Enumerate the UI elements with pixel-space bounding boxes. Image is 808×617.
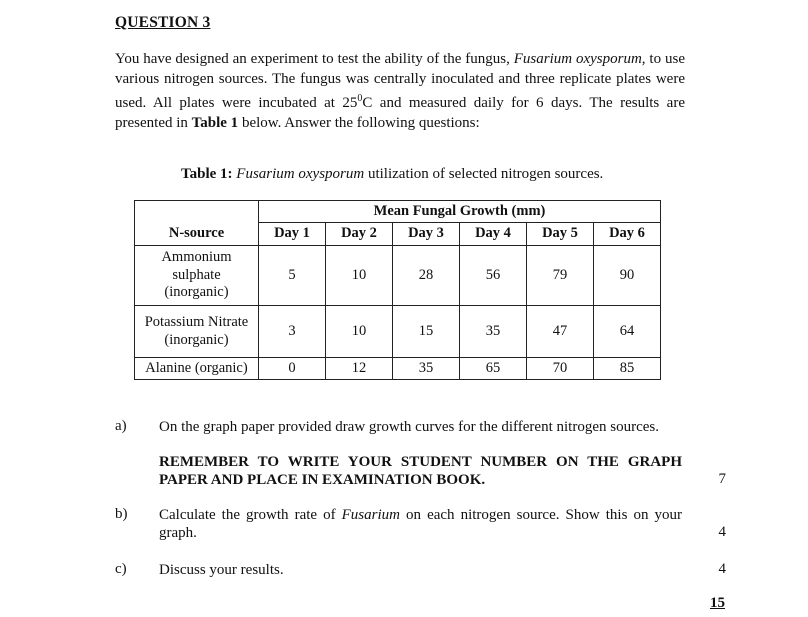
value-cell: 28 [393, 246, 460, 306]
table-corner-cell [135, 201, 259, 223]
value-cell: 10 [326, 246, 393, 306]
part-a-text: On the graph paper provided draw growth curves for the different nitrogen sources. [159, 419, 659, 435]
source-line: Alanine (organic) [145, 359, 248, 376]
source-line: Potassium Nitrate [144, 314, 249, 330]
part-a-reminder: REMEMBER TO WRITE YOUR STUDENT NUMBER ON THE GRAPH PAPER AND PLACE IN EXAMINATION BOOK. [159, 454, 682, 488]
value-cell: 64 [594, 306, 661, 358]
value-cell: 65 [460, 358, 527, 380]
intro-part2: to use various nitrogen sources. The fungus was centrally inoculated and three replicate plates were used. All plates were incubated at 25 [115, 51, 685, 112]
value-cell: 12 [326, 358, 393, 380]
part-b-text2: on each nitrogen source. Show this on your graph. [159, 507, 683, 541]
total-marks: 15 [710, 595, 725, 611]
part-b-marks: 4 [718, 524, 726, 540]
caption-label: Table 1: [181, 166, 233, 182]
table-row [135, 358, 661, 380]
part-c-marks: 4 [718, 561, 726, 577]
caption-organism: Fusarium oxysporum [236, 166, 365, 182]
source-cell [135, 358, 259, 380]
source-cell [135, 246, 259, 306]
value-cell: 3 [259, 306, 326, 358]
intro-part1: You have designed an experiment to test the ability of the fungus, [115, 51, 514, 67]
value-cell: 0 [259, 358, 326, 380]
value-cell: 47 [527, 306, 594, 358]
value-cell: 90 [594, 246, 661, 306]
source-header: N-source [135, 223, 259, 246]
intro-part3: C and measured daily for 6 days. The results are presented in [115, 95, 685, 131]
part-c-label: c) [115, 561, 127, 577]
table-header-row [135, 223, 661, 246]
day-header: Day 2 [326, 223, 393, 246]
value-cell: 35 [460, 306, 527, 358]
intro-organism: Fusarium oxysporum, [513, 51, 646, 67]
part-a-label: a) [115, 418, 127, 434]
day-header: Day 6 [594, 223, 661, 246]
question-heading: QUESTION 3 [115, 14, 211, 31]
table-row [135, 246, 661, 306]
source-line: sulphate [172, 266, 221, 283]
part-c-text: Discuss your results. [159, 562, 284, 578]
part-b-text [159, 506, 682, 542]
value-cell: 56 [460, 246, 527, 306]
source-line: (inorganic) [164, 284, 229, 301]
group-header: Mean Fungal Growth (mm) [259, 201, 661, 223]
value-cell: 85 [594, 358, 661, 380]
source-line: Ammonium [161, 249, 232, 266]
value-cell: 10 [326, 306, 393, 358]
day-header: Day 3 [393, 223, 460, 246]
caption-rest: utilization of selected nitrogen sources. [364, 166, 604, 182]
table-caption [181, 166, 603, 183]
part-a-marks: 7 [718, 471, 726, 487]
growth-table [134, 200, 661, 380]
part-b-label: b) [115, 506, 128, 522]
source-cell [135, 306, 259, 358]
table-group-header-row [135, 201, 661, 223]
intro-table-ref: Table 1 [191, 114, 239, 131]
day-header: Day 5 [527, 223, 594, 246]
value-cell: 79 [527, 246, 594, 306]
day-header: Day 1 [259, 223, 326, 246]
value-cell: 5 [259, 246, 326, 306]
source-line: (inorganic) [164, 331, 229, 348]
value-cell: 15 [393, 306, 460, 358]
question-intro [115, 50, 685, 133]
table-row [135, 306, 661, 358]
value-cell: 70 [527, 358, 594, 380]
intro-degree-sup: 0 [357, 93, 363, 105]
value-cell: 35 [393, 358, 460, 380]
intro-part4: below. Answer the following questions: [238, 114, 480, 131]
part-b-organism: Fusarium [341, 507, 400, 523]
part-b-text1: Calculate the growth rate of [159, 507, 342, 523]
day-header: Day 4 [460, 223, 527, 246]
